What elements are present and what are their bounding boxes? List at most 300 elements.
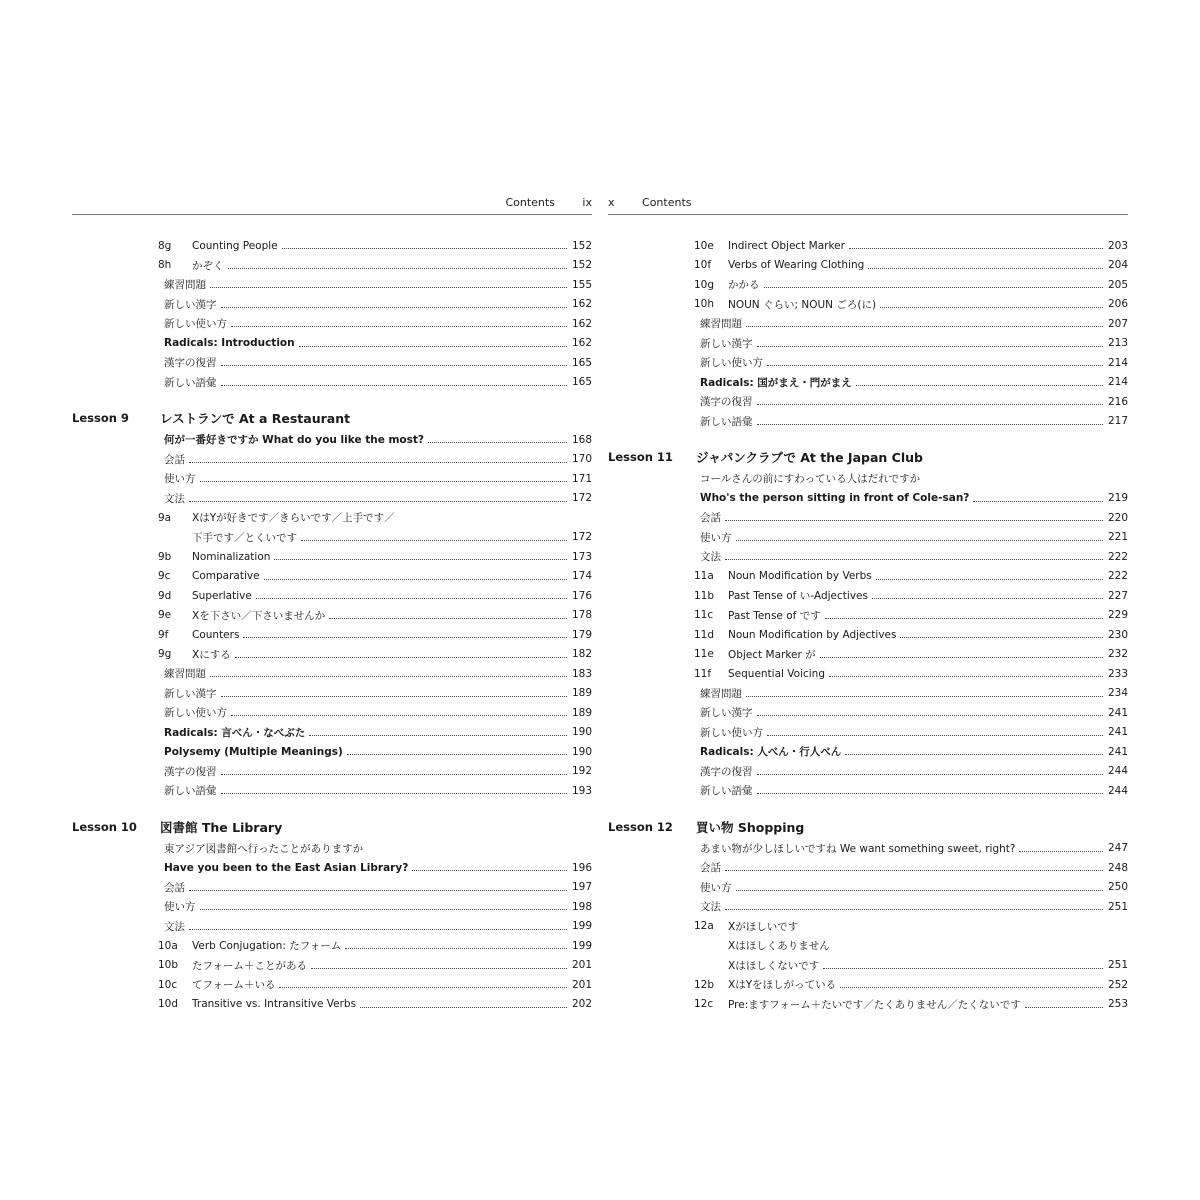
dot-leader (360, 1007, 567, 1008)
toc-entry-page: 190 (571, 726, 592, 739)
toc-entry (72, 373, 592, 393)
toc-entry-title: NOUN ぐらい; NOUN ごろ(に) (728, 298, 877, 311)
toc-entry (608, 645, 1128, 665)
toc-entry (608, 314, 1128, 334)
toc-entry-title: Noun Modification by Adjectives (728, 628, 897, 641)
toc-entry-number: 9b (158, 550, 172, 563)
dot-leader (764, 287, 1104, 288)
toc-entry-page: 219 (1107, 492, 1128, 505)
dot-leader (900, 637, 1103, 638)
dot-leader (347, 754, 567, 755)
toc-entry (608, 412, 1128, 432)
toc-group (72, 839, 592, 1015)
toc-entry-title: Past Tense of です (728, 609, 821, 622)
dot-leader (189, 462, 567, 463)
dot-leader (849, 248, 1103, 249)
toc-entry-title: Noun Modification by Verbs (728, 570, 872, 583)
toc-entry-title: 会話 (164, 881, 185, 894)
toc-entry-page: 251 (1107, 959, 1128, 972)
toc-entry-number: 10c (158, 978, 178, 991)
toc-entry-page: 171 (571, 472, 592, 485)
toc-entry-title: 新しい使い方 (164, 318, 227, 331)
toc-entry-title: Have you been to the East Asian Library? (164, 861, 409, 874)
dot-leader (301, 540, 567, 541)
dot-leader (235, 657, 567, 658)
toc-entry-page: 162 (571, 337, 592, 350)
toc-entry-page: 176 (571, 589, 592, 602)
dot-leader (189, 929, 567, 930)
toc-entry-number: 8g (158, 239, 172, 252)
dot-leader (767, 365, 1103, 366)
toc-entry-page: 201 (571, 978, 592, 991)
toc-entry-page: 199 (571, 920, 592, 933)
left-page-header (72, 196, 592, 209)
toc-entry-title: Xはほしくありません (728, 940, 830, 953)
toc-entry-number: 11c (694, 609, 714, 622)
toc-entry (608, 995, 1128, 1015)
toc-entry (72, 703, 592, 723)
dot-leader (200, 909, 568, 910)
toc-entry-title: Xを下さい／下さいませんか (192, 609, 326, 622)
dot-leader (856, 385, 1103, 386)
toc-entry (72, 858, 592, 878)
toc-entry-title: Sequential Voicing (728, 667, 826, 680)
toc-entry (72, 314, 592, 334)
toc-entry (608, 373, 1128, 393)
toc-entry-page: 165 (571, 356, 592, 369)
toc-entry-page: 198 (571, 900, 592, 913)
toc-entry-page: 241 (1107, 706, 1128, 719)
toc-entry (608, 256, 1128, 276)
toc-entry-number: 12c (694, 998, 714, 1011)
toc-entry-page: 252 (1107, 978, 1128, 991)
toc-entry-page: 241 (1107, 726, 1128, 739)
toc-entry (72, 625, 592, 645)
dot-leader (264, 579, 567, 580)
toc-entry-title: XはYをほしがっている (728, 979, 837, 992)
toc-entry-title: 漢字の復習 (164, 765, 217, 778)
dot-leader (256, 598, 567, 599)
toc-entry-page: 253 (1107, 998, 1128, 1011)
dot-leader (221, 793, 568, 794)
dot-leader (243, 637, 567, 638)
toc-entry (608, 236, 1128, 256)
toc-entry-title: 新しい漢字 (700, 707, 753, 720)
toc-entry (72, 897, 592, 917)
dot-leader (757, 424, 1104, 425)
toc-entry-page: 162 (571, 298, 592, 311)
toc-entry-title: Radicals: 国がまえ・門がまえ (700, 376, 852, 389)
dot-leader (231, 715, 567, 716)
toc-entry (72, 295, 592, 315)
dot-leader (725, 520, 1103, 521)
toc-entry-number: 11f (694, 667, 712, 680)
dot-leader (221, 365, 568, 366)
toc-entry-title: Who's the person sitting in front of Cole-san? (700, 492, 970, 505)
toc-entry (608, 917, 1128, 937)
toc-group (72, 236, 592, 392)
dot-leader (274, 559, 567, 560)
dot-leader (767, 735, 1103, 736)
toc-entry-page: 222 (1107, 570, 1128, 583)
toc-group (608, 839, 1128, 1015)
lesson-title: レストランで At a Restaurant (160, 411, 351, 426)
toc-entry-number: 10g (694, 278, 715, 291)
toc-entry-number: 10b (158, 959, 179, 972)
toc-entry (72, 936, 592, 956)
toc-entry-page: 199 (571, 939, 592, 952)
toc-entry (608, 762, 1128, 782)
toc-entry-title: Indirect Object Marker (728, 239, 845, 252)
toc-entry-page: 214 (1107, 376, 1128, 389)
toc-entry-title: XはYが好きです／きらいです／上手です／ (192, 512, 395, 525)
dot-leader (189, 890, 567, 891)
toc-entry-title: 会話 (700, 862, 721, 875)
dot-leader (210, 676, 567, 677)
toc-entry-title: Radicals: 人べん・行人べん (700, 746, 842, 759)
toc-entry-title: 練習問題 (164, 279, 206, 292)
dot-leader (872, 598, 1103, 599)
toc-entry (72, 684, 592, 704)
dot-leader (210, 287, 567, 288)
toc-entry-number: 9g (158, 648, 172, 661)
toc-entry-title: 文法 (164, 920, 185, 933)
toc-entry (72, 275, 592, 295)
dot-leader (231, 326, 567, 327)
toc-entry-title: Radicals: 言べん・なべぶた (164, 726, 306, 739)
dot-leader (868, 268, 1103, 269)
toc-entry-title: てフォーム＋いる (192, 979, 276, 992)
toc-entry-number: 9e (158, 609, 172, 622)
dot-leader (1019, 851, 1103, 852)
toc-entry-page: 251 (1107, 900, 1128, 913)
toc-entry-title: 練習問題 (164, 668, 206, 681)
toc-entry-page: 155 (571, 278, 592, 291)
dot-leader (200, 481, 568, 482)
toc-entry (72, 586, 592, 606)
dot-leader (309, 735, 567, 736)
toc-entry-number: 11d (694, 628, 715, 641)
left-running-title: Contents (505, 196, 555, 209)
toc-entry (72, 489, 592, 509)
toc-entry-title: かかる (728, 279, 760, 292)
toc-entry (72, 256, 592, 276)
toc-entry-page: 222 (1107, 550, 1128, 563)
toc-entry (608, 334, 1128, 354)
toc-entry-title: 文法 (700, 901, 721, 914)
toc-entry-page: 227 (1107, 589, 1128, 602)
lesson-title: 図書館 The Library (160, 819, 283, 835)
lesson-label: Lesson 10 (72, 819, 137, 834)
toc-entry-title: Pre:ますフォーム＋たいです／たくありません／たくないです (728, 998, 1021, 1011)
toc-entry-title: 新しい漢字 (164, 298, 217, 311)
toc-entry-number: 10a (158, 939, 178, 952)
toc-entry (608, 586, 1128, 606)
dot-leader (725, 870, 1103, 871)
toc-entry-title: 使い方 (700, 881, 732, 894)
toc-entry-page: 173 (571, 550, 592, 563)
toc-entry-title: 新しい漢字 (164, 687, 217, 700)
toc-entry (72, 508, 592, 528)
dot-leader (876, 579, 1103, 580)
toc-entry-title: 新しい漢字 (700, 337, 753, 350)
toc-entry-page: 213 (1107, 337, 1128, 350)
toc-entry-page: 172 (571, 531, 592, 544)
dot-leader (221, 774, 568, 775)
toc-entry-page: 152 (571, 239, 592, 252)
lesson-title: ジャパンクラブで At the Japan Club (696, 450, 923, 465)
toc-entry (72, 878, 592, 898)
toc-entry-title: 下手です／とくいです (192, 531, 297, 544)
toc-entry (608, 858, 1128, 878)
dot-leader (282, 248, 567, 249)
lesson-heading (72, 815, 592, 839)
toc-entry-title: 練習問題 (700, 318, 742, 331)
lesson-heading (608, 445, 1128, 469)
toc-entry-page: 196 (571, 861, 592, 874)
dot-leader (880, 307, 1103, 308)
toc-entry-title: Counting People (192, 239, 278, 252)
toc-entry-title: 使い方 (164, 901, 196, 914)
dot-leader (757, 346, 1104, 347)
toc-entry (72, 236, 592, 256)
dot-leader (412, 870, 567, 871)
toc-entry-page: 214 (1107, 356, 1128, 369)
toc-entry (608, 353, 1128, 373)
toc-entry-page: 202 (571, 998, 592, 1011)
toc-entry-title: Past Tense of い-Adjectives (728, 590, 868, 603)
toc-entry (72, 645, 592, 665)
toc-entry-number: 12b (694, 978, 715, 991)
toc-entry-page: 205 (1107, 278, 1128, 291)
toc-entry-title: たフォーム＋ことがある (192, 959, 307, 972)
toc-entry-title: 漢字の復習 (700, 765, 753, 778)
toc-entry-page: 152 (571, 259, 592, 272)
dot-leader (820, 657, 1103, 658)
toc-entry (72, 353, 592, 373)
toc-entry (608, 275, 1128, 295)
dot-leader (757, 774, 1104, 775)
toc-entry (608, 684, 1128, 704)
toc-entry (72, 995, 592, 1015)
dot-leader (746, 696, 1103, 697)
toc-entry-page: 204 (1107, 259, 1128, 272)
toc-entry-title: 新しい使い方 (700, 357, 763, 370)
dot-leader (845, 754, 1103, 755)
toc-entry-title: Nominalization (192, 550, 271, 563)
toc-entry-page: 178 (571, 609, 592, 622)
toc-entry-page: 203 (1107, 239, 1128, 252)
dot-leader (757, 404, 1104, 405)
toc-entry-page: 207 (1107, 317, 1128, 330)
toc-entry-number: 9f (158, 628, 169, 641)
toc-entry (608, 508, 1128, 528)
toc-entry-number: 8h (158, 259, 172, 272)
toc-entry-title: Verbs of Wearing Clothing (728, 259, 865, 272)
toc-entry-number: 10d (158, 998, 179, 1011)
toc-entry-title: 使い方 (700, 531, 732, 544)
toc-entry-title: 漢字の復習 (164, 357, 217, 370)
toc-entry-page: 165 (571, 376, 592, 389)
toc-entry-title: かぞく (192, 259, 224, 272)
toc-entry-title: あまい物が少しほしいですね We want something sweet, right? (700, 842, 1016, 855)
toc-entry-title: 新しい使い方 (164, 707, 227, 720)
toc-entry-title: Superlative (192, 589, 252, 602)
toc-entry-page: 234 (1107, 687, 1128, 700)
toc-entry-number: 11a (694, 570, 714, 583)
toc-entry-page: 247 (1107, 842, 1128, 855)
toc-entry (72, 723, 592, 743)
toc-entry-page: 190 (571, 745, 592, 758)
dot-leader (221, 385, 568, 386)
dot-leader (279, 987, 567, 988)
toc-entry-page: 197 (571, 881, 592, 894)
toc-entry-title: 新しい語彙 (164, 785, 217, 798)
left-header-rule (72, 214, 592, 215)
toc-entry (608, 295, 1128, 315)
toc-entry-title: Verb Conjugation: たフォーム (192, 940, 342, 953)
toc-entry-title: 新しい語彙 (700, 785, 753, 798)
toc-entry (608, 936, 1128, 956)
toc-entry-page: 162 (571, 317, 592, 330)
toc-entry (608, 469, 1128, 489)
toc-entry-page: 221 (1107, 531, 1128, 544)
right-header-rule (608, 214, 1128, 215)
right-page-contents (608, 236, 1128, 1014)
dot-leader (757, 793, 1104, 794)
dot-leader (829, 676, 1103, 677)
toc-entry-number: 11b (694, 589, 715, 602)
toc-entry-title: 新しい語彙 (700, 415, 753, 428)
toc-entry-page: 182 (571, 648, 592, 661)
toc-entry (72, 450, 592, 470)
toc-entry (72, 781, 592, 801)
toc-entry-page: 232 (1107, 648, 1128, 661)
toc-entry-title: 使い方 (164, 473, 196, 486)
toc-entry-title: Object Marker が (728, 648, 816, 661)
dot-leader (746, 326, 1103, 327)
toc-entry (608, 528, 1128, 548)
toc-entry (608, 956, 1128, 976)
lesson-heading (72, 406, 592, 430)
toc-entry-page: 172 (571, 492, 592, 505)
right-page-header (608, 196, 1128, 209)
toc-entry (72, 334, 592, 354)
toc-entry-page: 217 (1107, 415, 1128, 428)
dot-leader (823, 968, 1103, 969)
lesson-title: 買い物 Shopping (696, 819, 805, 835)
toc-entry (608, 839, 1128, 859)
toc-entry (72, 664, 592, 684)
toc-entry-title: 会話 (164, 453, 185, 466)
toc-entry-number: 9d (158, 589, 172, 602)
dot-leader (221, 307, 568, 308)
dot-leader (299, 346, 567, 347)
lesson-label: Lesson 9 (72, 411, 129, 425)
toc-entry-title: Xがほしいです (728, 920, 799, 933)
toc-entry (608, 723, 1128, 743)
toc-entry (608, 781, 1128, 801)
lesson-label: Lesson 11 (608, 450, 673, 464)
toc-entry-page: 170 (571, 453, 592, 466)
dot-leader (311, 968, 567, 969)
toc-entry-title: Transitive vs. Intransitive Verbs (192, 998, 357, 1011)
toc-entry (72, 547, 592, 567)
dot-leader (736, 540, 1104, 541)
toc-entry-title: Comparative (192, 570, 260, 583)
toc-entry-page: 174 (571, 570, 592, 583)
toc-entry (72, 528, 592, 548)
toc-entry-title: コールさんの前にすわっている人はだれですか (700, 473, 921, 486)
toc-entry-number: 9a (158, 511, 172, 524)
toc-entry-number: 12a (694, 920, 714, 933)
toc-entry-page: 220 (1107, 511, 1128, 524)
toc-entry (72, 606, 592, 626)
toc-entry-page: 193 (571, 784, 592, 797)
lesson-label: Lesson 12 (608, 819, 673, 834)
toc-entry-title: 漢字の復習 (700, 396, 753, 409)
toc-entry-number: 10f (694, 259, 712, 272)
toc-entry-number: 9c (158, 570, 171, 583)
toc-entry-page: 241 (1107, 745, 1128, 758)
dot-leader (840, 987, 1103, 988)
dot-leader (228, 268, 568, 269)
toc-entry (608, 606, 1128, 626)
toc-entry-title: 東アジア図書館へ行ったことがありますか (164, 842, 364, 855)
toc-entry-page: 250 (1107, 881, 1128, 894)
right-page-number: x (608, 196, 615, 209)
toc-entry-page: 168 (571, 433, 592, 446)
toc-entry (72, 469, 592, 489)
toc-entry (72, 762, 592, 782)
dot-leader (825, 618, 1103, 619)
dot-leader (1025, 1007, 1103, 1008)
toc-entry-page: 230 (1107, 628, 1128, 641)
toc-entry-title: Radicals: Introduction (164, 337, 295, 350)
dot-leader (428, 442, 567, 443)
toc-group (608, 236, 1128, 431)
toc-entry-title: 新しい使い方 (700, 726, 763, 739)
toc-entry-page: 183 (571, 667, 592, 680)
dot-leader (973, 501, 1103, 502)
left-page-number: ix (582, 196, 592, 209)
toc-entry (72, 917, 592, 937)
toc-entry (608, 567, 1128, 587)
toc-entry (608, 878, 1128, 898)
toc-entry-title: 新しい語彙 (164, 376, 217, 389)
toc-entry (608, 489, 1128, 509)
toc-entry-page: 201 (571, 959, 592, 972)
dot-leader (725, 909, 1103, 910)
toc-entry (608, 625, 1128, 645)
toc-entry (72, 956, 592, 976)
toc-entry (72, 430, 592, 450)
toc-entry-page: 229 (1107, 609, 1128, 622)
toc-entry (608, 742, 1128, 762)
toc-entry-title: Xにする (192, 648, 231, 661)
toc-entry-page: 192 (571, 765, 592, 778)
dot-leader (329, 618, 567, 619)
toc-entry-number: 10e (694, 239, 714, 252)
toc-entry-title: Counters (192, 628, 240, 641)
toc-entry-page: 206 (1107, 298, 1128, 311)
toc-entry (608, 547, 1128, 567)
dot-leader (345, 948, 567, 949)
dot-leader (725, 559, 1103, 560)
toc-entry (608, 703, 1128, 723)
left-page-contents (72, 236, 592, 1014)
toc-entry-number: 10h (694, 298, 715, 311)
